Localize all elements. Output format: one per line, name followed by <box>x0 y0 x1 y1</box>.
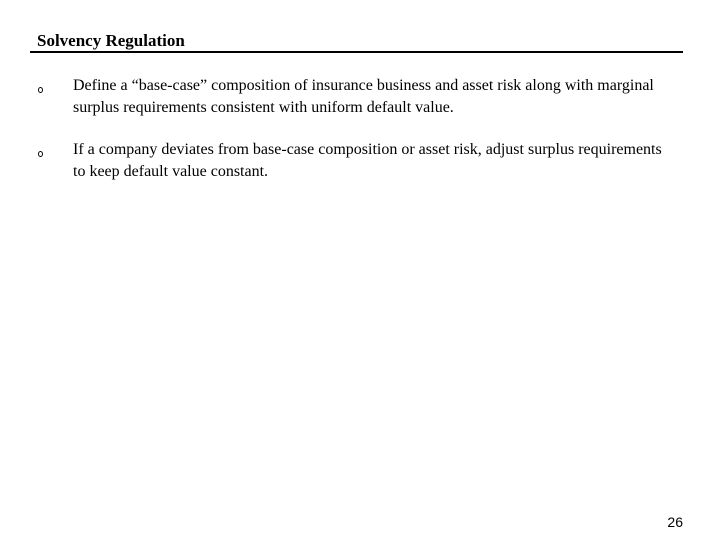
bullet-item <box>38 75 668 118</box>
bullet-text: If a company deviates from base-case composition or asset risk, adjust surplus requirements to keep default value constant. <box>73 141 662 180</box>
bullet-circle-icon <box>38 87 43 93</box>
bullet-circle-icon <box>38 151 43 157</box>
slide-title: Solvency Regulation <box>37 31 185 50</box>
bullet-text: Define a “base-case” composition of insurance business and asset risk along with marginal surplus requirements consistent with uniform default value. <box>73 77 654 116</box>
page-number: 26 <box>667 514 683 530</box>
bullet-item <box>38 139 668 182</box>
title-underline-divider <box>30 51 683 53</box>
bullet-list <box>38 75 668 203</box>
